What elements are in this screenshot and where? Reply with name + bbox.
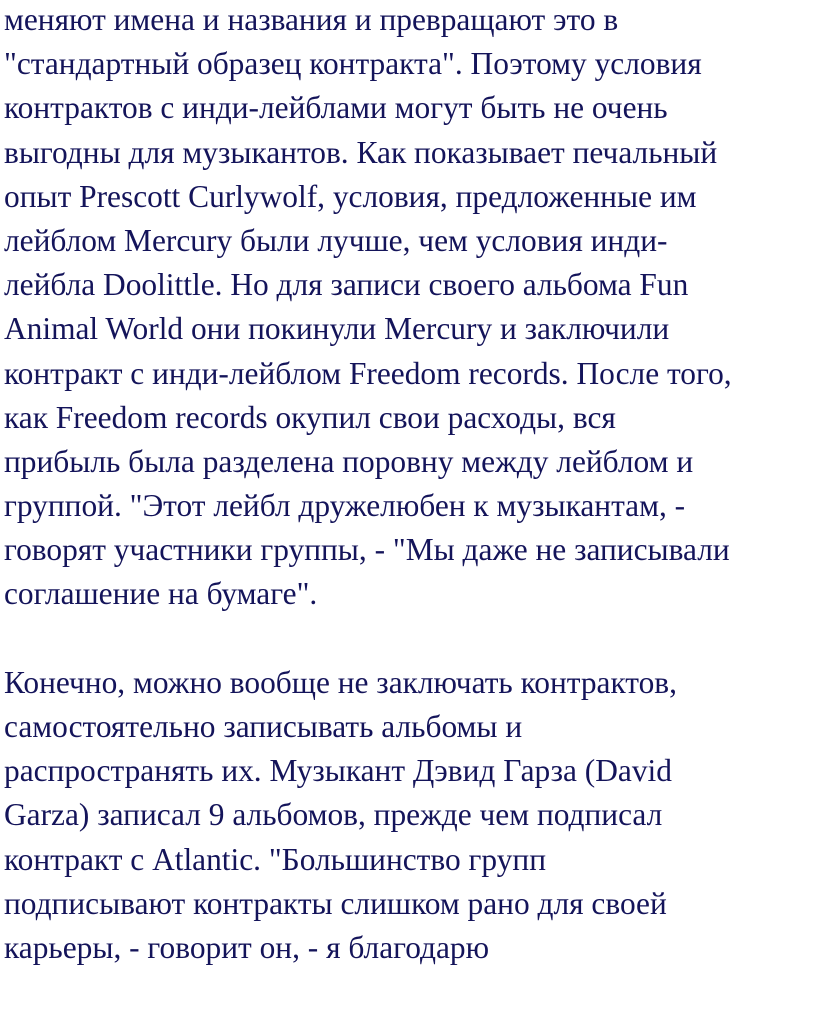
text-line: соглашение на бумаге". xyxy=(4,576,318,612)
text-line: подписывают контракты слишком рано для своей xyxy=(4,885,667,921)
text-line: Garza) записал 9 альбомов, прежде чем подписал xyxy=(4,797,663,833)
text-line: опыт Prescott Curlywolf, условия, предложенные им xyxy=(4,178,697,214)
text-line: лейблом Mercury были лучше, чем условия инди- xyxy=(4,222,668,258)
text-line: прибыль была разделена поровну между лейблом и xyxy=(4,443,694,479)
text-line: как Freedom records окупил свои расходы, вся xyxy=(4,399,616,435)
text-line: группой. "Этот лейбл дружелюбен к музыкантам, - xyxy=(4,488,686,524)
text-line: карьеры, - говорит он, - я благодарю xyxy=(4,929,490,965)
paragraph-2 xyxy=(4,661,816,970)
text-line: "стандартный образец контракта". Поэтому условия xyxy=(4,46,702,82)
text-line: контрактов с инди-лейблами могут быть не очень xyxy=(4,90,668,126)
paragraph-spacer xyxy=(4,617,816,661)
text-line: Конечно, можно вообще не заключать контрактов, xyxy=(4,664,677,700)
text-line: распространять их. Музыкант Дэвид Гарза (David xyxy=(4,753,672,789)
text-line: контракт с инди-лейблом Freedom records. После того, xyxy=(4,355,732,391)
text-line: самостоятельно записывать альбомы и xyxy=(4,709,523,744)
text-line: меняют имена и названия и превращают это в xyxy=(4,2,619,37)
text-line: Animal World они покинули Mercury и заключили xyxy=(4,311,670,347)
document-page xyxy=(4,0,816,970)
text-line: выгодны для музыкантов. Как показывает печальный xyxy=(4,134,718,170)
paragraph-1 xyxy=(4,0,816,617)
text-line: контракт с Atlantic. "Большинство групп xyxy=(4,841,546,877)
text-line: лейбла Doolittle. Но для записи своего альбома Fun xyxy=(4,267,689,303)
text-line: говорят участники группы, - "Мы даже не записывали xyxy=(4,532,730,568)
